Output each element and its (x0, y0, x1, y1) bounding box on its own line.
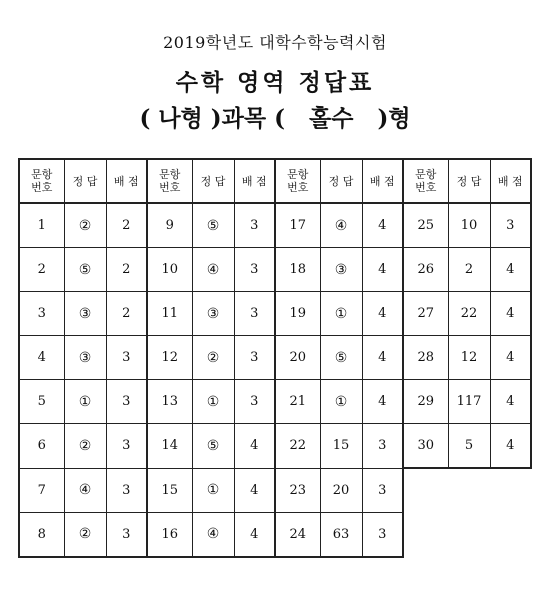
col-header-number: 문항 번호 (147, 159, 192, 203)
answer-cell: 2 (448, 248, 490, 292)
answer-cell: ② (192, 336, 234, 380)
answer-cell: ③ (192, 292, 234, 336)
exam-subtitle: 2019학년도 대학수학능력시험 (163, 33, 387, 52)
answer-cell: ② (64, 424, 106, 469)
form-type-line: ( 나형 )과목 ( 홀수 )형 (139, 105, 411, 132)
question-number-cell: 9 (147, 203, 192, 248)
table-row (19, 380, 531, 424)
points-cell: 4 (490, 336, 531, 380)
col-header-points: 배 점 (234, 159, 275, 203)
answer-cell: 20 (320, 468, 362, 512)
question-number-cell: 1 (19, 203, 64, 248)
question-number-cell: 12 (147, 336, 192, 380)
answer-cell: ① (192, 380, 234, 424)
table-row (19, 203, 531, 248)
col-header-points: 배 점 (490, 159, 531, 203)
question-number-cell: 25 (403, 203, 448, 248)
col-header-answer: 정 답 (64, 159, 106, 203)
question-number-cell: 26 (403, 248, 448, 292)
answer-cell: 10 (448, 203, 490, 248)
points-cell: 4 (490, 248, 531, 292)
col-header-answer: 정 답 (320, 159, 362, 203)
question-number-cell: 22 (275, 424, 320, 469)
question-number-cell: 20 (275, 336, 320, 380)
question-number-cell: 6 (19, 424, 64, 469)
question-number-cell: 11 (147, 292, 192, 336)
question-number-cell: 17 (275, 203, 320, 248)
points-cell: 3 (362, 512, 403, 557)
col-header-number: 문항 번호 (275, 159, 320, 203)
points-cell: 3 (362, 468, 403, 512)
points-cell: 4 (490, 424, 531, 469)
points-cell: 3 (106, 380, 147, 424)
answer-cell: 12 (448, 336, 490, 380)
table-row (19, 292, 531, 336)
question-number-cell: 28 (403, 336, 448, 380)
table-row (19, 468, 531, 512)
points-cell: 3 (106, 424, 147, 469)
answer-cell: ③ (320, 248, 362, 292)
question-number-cell: 30 (403, 424, 448, 469)
col-header-number: 문항 번호 (403, 159, 448, 203)
points-cell: 4 (234, 468, 275, 512)
col-header-points: 배 점 (362, 159, 403, 203)
question-number-cell: 21 (275, 380, 320, 424)
points-cell: 3 (106, 468, 147, 512)
points-cell: 3 (234, 248, 275, 292)
answer-cell: ⑤ (320, 336, 362, 380)
answer-cell: ① (64, 380, 106, 424)
col-header-points: 배 점 (106, 159, 147, 203)
answer-cell: ① (320, 292, 362, 336)
points-cell: 4 (362, 336, 403, 380)
points-cell: 4 (234, 424, 275, 469)
answer-cell: ⑤ (192, 203, 234, 248)
answer-cell: 117 (448, 380, 490, 424)
answer-cell: ④ (192, 248, 234, 292)
points-cell: 2 (106, 292, 147, 336)
question-number-cell: 19 (275, 292, 320, 336)
points-cell: 4 (362, 248, 403, 292)
answer-cell: 63 (320, 512, 362, 557)
question-number-cell: 23 (275, 468, 320, 512)
question-number-cell: 14 (147, 424, 192, 469)
points-cell: 3 (234, 380, 275, 424)
table-row (19, 424, 531, 469)
answer-cell: ② (64, 203, 106, 248)
points-cell: 2 (106, 248, 147, 292)
answer-cell: ② (64, 512, 106, 557)
table-row (19, 512, 531, 557)
answer-cell: ① (320, 380, 362, 424)
answer-cell: ⑤ (64, 248, 106, 292)
answer-cell: ⑤ (192, 424, 234, 469)
table-row (19, 248, 531, 292)
answer-cell: ④ (320, 203, 362, 248)
points-cell: 4 (362, 380, 403, 424)
table-row (19, 336, 531, 380)
answer-cell: ④ (192, 512, 234, 557)
answer-cell: ③ (64, 292, 106, 336)
question-number-cell: 10 (147, 248, 192, 292)
question-number-cell: 7 (19, 468, 64, 512)
points-cell: 4 (362, 203, 403, 248)
answer-cell: 5 (448, 424, 490, 469)
points-cell: 4 (362, 292, 403, 336)
answer-table (18, 158, 532, 558)
points-cell: 3 (362, 424, 403, 469)
question-number-cell: 15 (147, 468, 192, 512)
points-cell: 2 (106, 203, 147, 248)
points-cell: 3 (106, 336, 147, 380)
points-cell: 4 (234, 512, 275, 557)
question-number-cell: 5 (19, 380, 64, 424)
points-cell: 3 (234, 336, 275, 380)
table-header-row (19, 159, 531, 203)
points-cell: 3 (490, 203, 531, 248)
col-header-answer: 정 답 (192, 159, 234, 203)
answer-cell: 22 (448, 292, 490, 336)
question-number-cell: 2 (19, 248, 64, 292)
answer-cell: ③ (64, 336, 106, 380)
points-cell: 4 (490, 380, 531, 424)
question-number-cell: 13 (147, 380, 192, 424)
question-number-cell: 18 (275, 248, 320, 292)
col-header-number: 문항 번호 (19, 159, 64, 203)
points-cell: 4 (490, 292, 531, 336)
question-number-cell: 8 (19, 512, 64, 557)
answer-key-title: 수학 영역 정답표 (175, 69, 375, 96)
question-number-cell: 3 (19, 292, 64, 336)
points-cell: 3 (234, 292, 275, 336)
question-number-cell: 4 (19, 336, 64, 380)
points-cell: 3 (106, 512, 147, 557)
points-cell: 3 (234, 203, 275, 248)
question-number-cell: 16 (147, 512, 192, 557)
answer-cell: ④ (64, 468, 106, 512)
question-number-cell: 27 (403, 292, 448, 336)
answer-cell: ① (192, 468, 234, 512)
question-number-cell: 24 (275, 512, 320, 557)
question-number-cell: 29 (403, 380, 448, 424)
col-header-answer: 정 답 (448, 159, 490, 203)
answer-cell: 15 (320, 424, 362, 469)
